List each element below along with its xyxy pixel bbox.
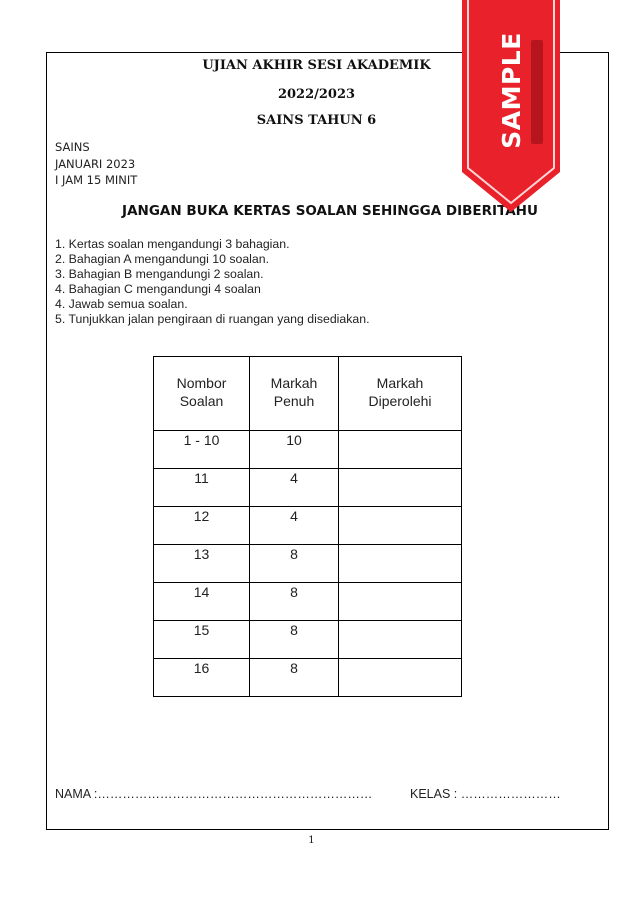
cell-full-marks: 8 (250, 659, 339, 697)
cell-question: 13 (154, 545, 250, 583)
cell-question: 15 (154, 621, 250, 659)
table-row (154, 545, 462, 583)
meta-date: JANUARI 2023 (55, 156, 136, 171)
cell-full-marks: 4 (250, 469, 339, 507)
class-field[interactable]: KELAS : …………………… (410, 787, 561, 801)
instruction-item: 4. Bahagian C mengandungi 4 soalan (55, 282, 261, 297)
cell-marks-obtained[interactable] (339, 659, 462, 697)
cell-marks-obtained[interactable] (339, 583, 462, 621)
cell-full-marks: 8 (250, 621, 339, 659)
table-row (154, 659, 462, 697)
page-number: 1 (308, 834, 315, 846)
instruction-item: 1. Kertas soalan mengandungi 3 bahagian. (55, 237, 290, 251)
cell-marks-obtained[interactable] (339, 431, 462, 469)
exam-meta (55, 139, 137, 189)
cell-marks-obtained[interactable] (339, 545, 462, 583)
cell-question: 11 (154, 469, 250, 507)
table-header-row (154, 357, 462, 431)
table-row (154, 621, 462, 659)
meta-duration: I JAM 15 MINIT (55, 173, 138, 187)
cell-marks-obtained[interactable] (339, 469, 462, 507)
sample-watermark: SAMPLE (496, 31, 526, 149)
cell-full-marks: 4 (250, 507, 339, 545)
header-question-number: Nombor Soalan (154, 357, 250, 431)
header-full-marks: Markah Penuh (250, 357, 339, 431)
instructions-list (55, 237, 369, 328)
table-row (154, 431, 462, 469)
cell-question: 16 (154, 659, 250, 697)
warning-heading: JANGAN BUKA KERTAS SOALAN SEHINGGA DIBERITAHU (122, 203, 538, 219)
cell-full-marks: 8 (250, 583, 339, 621)
cell-full-marks: 10 (250, 431, 339, 469)
cell-marks-obtained[interactable] (339, 507, 462, 545)
cell-question: 1 - 10 (154, 431, 250, 469)
cell-marks-obtained[interactable] (339, 621, 462, 659)
meta-subject: SAINS (55, 140, 90, 154)
cell-full-marks: 8 (250, 545, 339, 583)
marks-table (153, 356, 462, 697)
instruction-item: 5. Tunjukkan jalan pengiraan di ruangan yang disediakan. (55, 312, 370, 327)
instruction-item: 3. Bahagian B mengandungi 2 soalan. (55, 267, 264, 282)
table-row (154, 583, 462, 621)
cell-question: 12 (154, 507, 250, 545)
exam-title: UJIAN AKHIR SESI AKADEMIK (202, 58, 431, 73)
cell-question: 14 (154, 583, 250, 621)
instruction-item: 2. Bahagian A mengandungi 10 soalan. (55, 252, 270, 267)
academic-year: 2022/2023 (277, 87, 356, 102)
name-field[interactable]: NAMA :………………………………………………………… (55, 787, 373, 801)
instruction-item: 4. Jawab semua soalan. (55, 297, 188, 312)
header-marks-obtained: Markah Diperolehi (339, 357, 462, 431)
table-row (154, 507, 462, 545)
subject-title: SAINS TAHUN 6 (256, 113, 377, 128)
table-row (154, 469, 462, 507)
